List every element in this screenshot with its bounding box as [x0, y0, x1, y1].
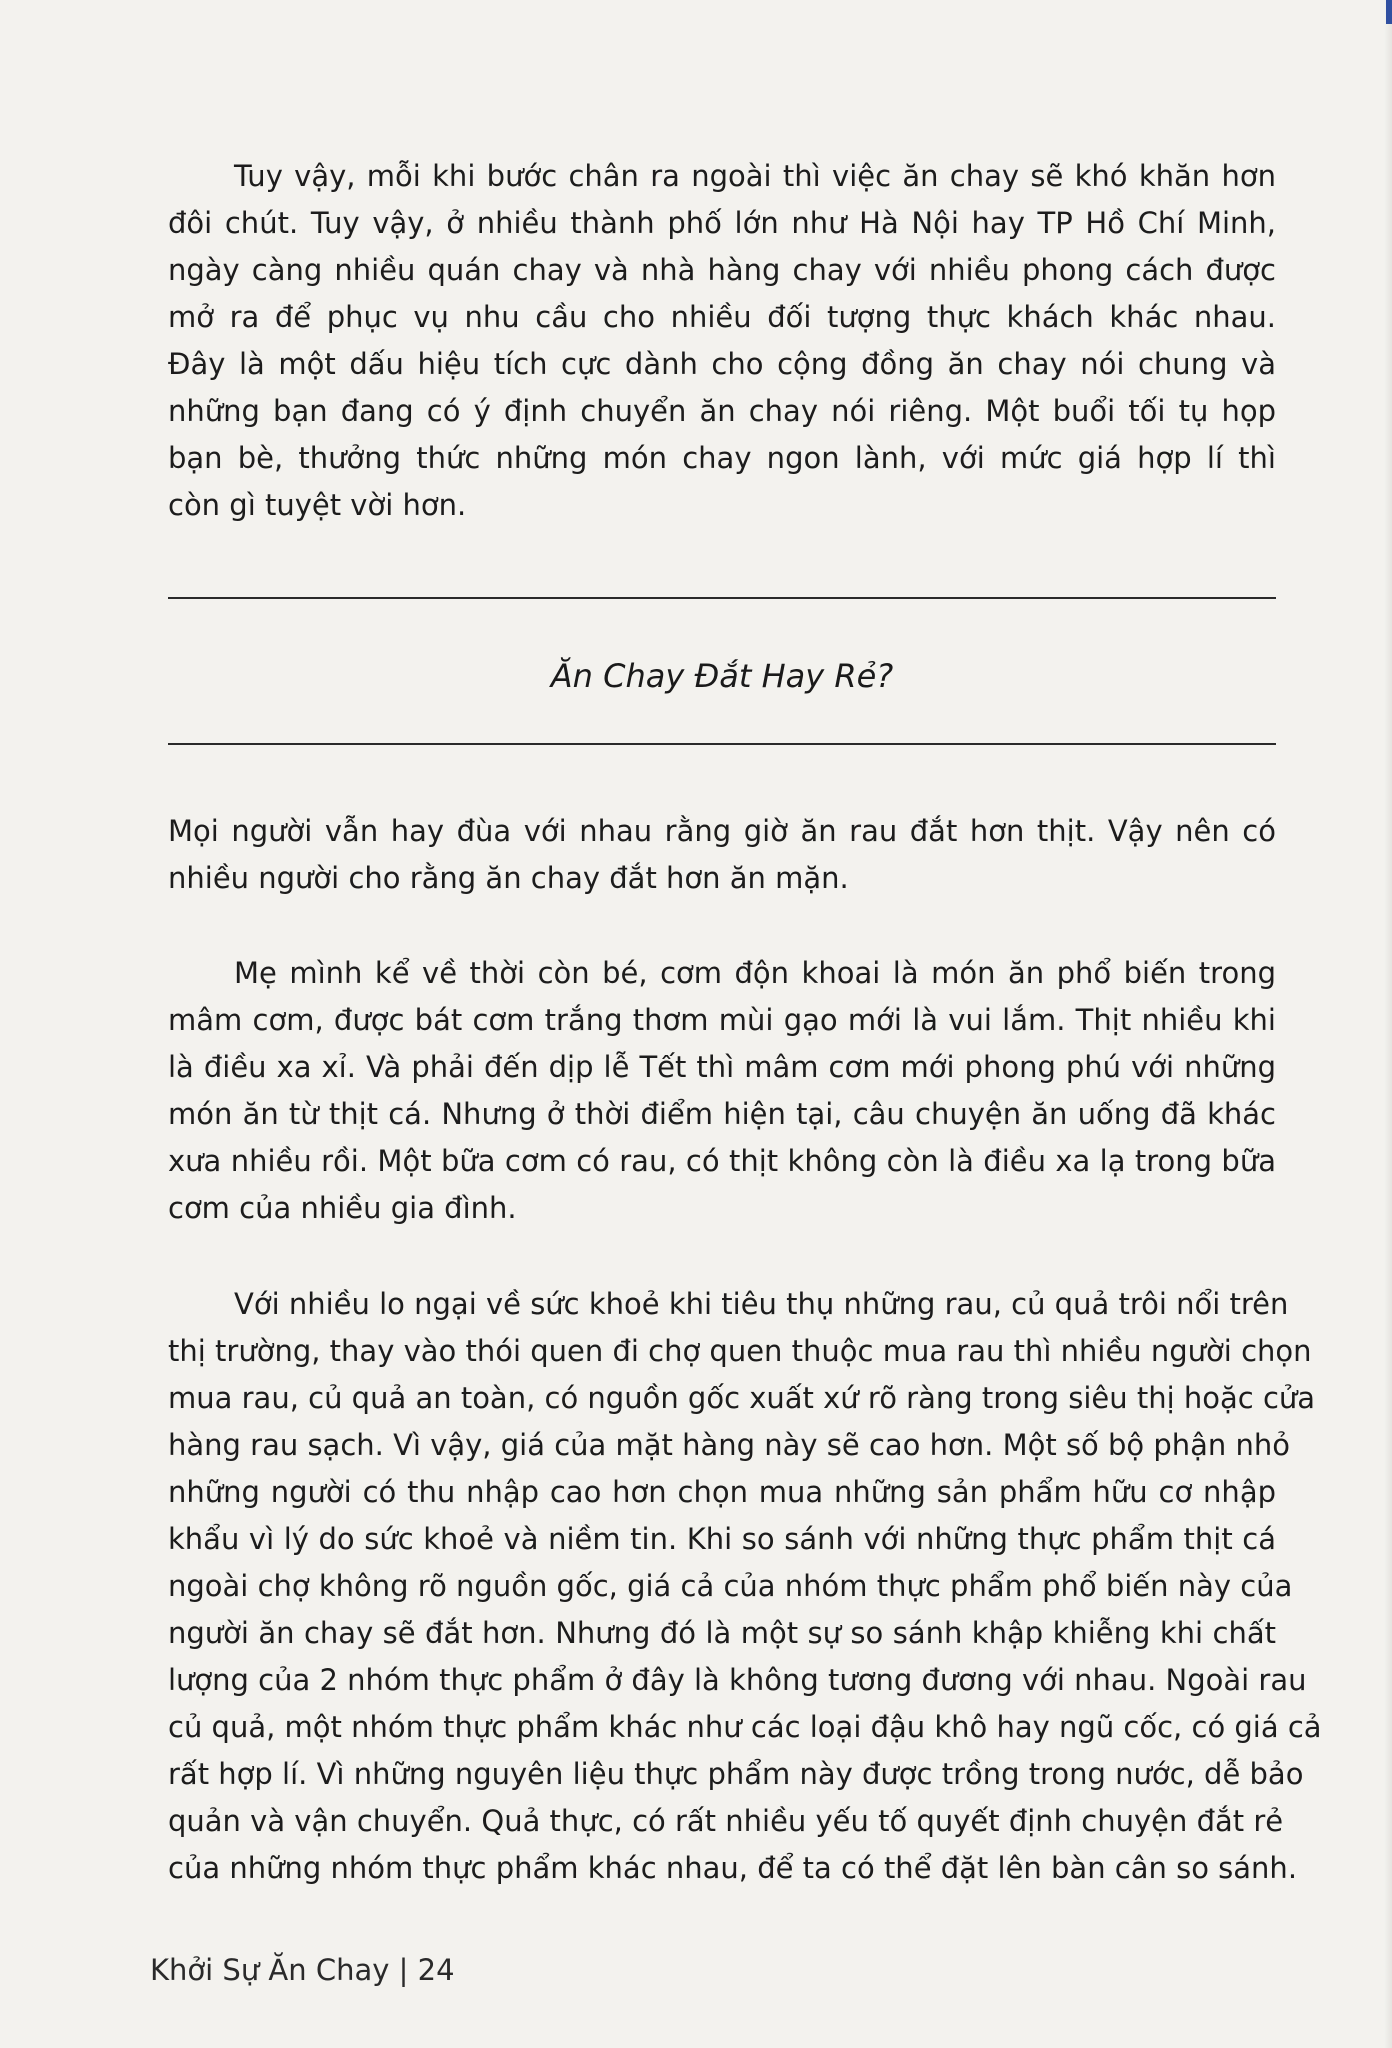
paragraph-mothers-story [168, 950, 1276, 1232]
corner-mark [1386, 0, 1392, 24]
paragraph-food-safety [168, 1281, 1322, 1892]
text-line: khẩu vì lý do sức khoẻ và niềm tin. Khi so sánh với những thực phẩm thịt cá [168, 1522, 1276, 1556]
heading-rule-top [168, 597, 1276, 599]
text-line: mâm cơm, được bát cơm trắng thơm mùi gạo mới là vui lắm. Thịt nhiều khi [168, 1003, 1276, 1037]
text-line: những người có thu nhập cao hơn chọn mua những sản phẩm hữu cơ nhập [168, 1475, 1276, 1509]
text-line: Mọi người vẫn hay đùa với nhau rằng giờ ăn rau đắt hơn thịt. Vậy nên có [168, 814, 1276, 848]
page-edge-shadow [1384, 0, 1392, 2048]
text-line: còn gì tuyệt vời hơn. [168, 488, 467, 522]
text-line: Mẹ mình kể về thời còn bé, cơm độn khoai là món ăn phổ biến trong [234, 956, 1276, 990]
text-line: cơm của nhiều gia đình. [168, 1191, 517, 1225]
text-line: món ăn từ thịt cá. Nhưng ở thời điểm hiện tại, câu chuyện ăn uống đã khác [168, 1097, 1276, 1131]
text-line: lượng của 2 nhóm thực phẩm ở đây là không tương đương với nhau. Ngoài rau [168, 1663, 1307, 1697]
text-line: là điều xa xỉ. Và phải đến dịp lễ Tết thì mâm cơm mới phong phú với những [168, 1050, 1276, 1084]
text-line: xưa nhiều rồi. Một bữa cơm có rau, có thịt không còn là điều xa lạ trong bữa [168, 1144, 1276, 1178]
text-line: ngoài chợ không rõ nguồn gốc, giá cả của nhóm thực phẩm phổ biến này của [168, 1569, 1293, 1603]
text-line: bạn bè, thưởng thức những món chay ngon lành, với mức giá hợp lí thì [168, 441, 1276, 475]
text-line: thị trường, thay vào thói quen đi chợ quen thuộc mua rau thì nhiều người chọn [168, 1334, 1312, 1368]
paragraph-eating-out [168, 153, 1276, 529]
text-line: quản và vận chuyển. Quả thực, có rất nhiều yếu tố quyết định chuyện đắt rẻ [168, 1804, 1284, 1838]
text-line: Với nhiều lo ngại về sức khoẻ khi tiêu thụ những rau, củ quả trôi nổi trên [234, 1287, 1289, 1321]
section-heading: Ăn Chay Đắt Hay Rẻ? [550, 657, 894, 695]
text-line: người ăn chay sẽ đắt hơn. Nhưng đó là một sự so sánh khập khiễng khi chất [168, 1616, 1276, 1650]
text-line: mở ra để phục vụ nhu cầu cho nhiều đối tượng thực khách khác nhau. [168, 300, 1276, 334]
text-line: đôi chút. Tuy vậy, ở nhiều thành phố lớn như Hà Nội hay TP Hồ Chí Minh, [168, 206, 1276, 240]
text-line: của những nhóm thực phẩm khác nhau, để ta có thể đặt lên bàn cân so sánh. [168, 1851, 1298, 1885]
text-line: hàng rau sạch. Vì vậy, giá của mặt hàng này sẽ cao hơn. Một số bộ phận nhỏ [168, 1428, 1291, 1462]
text-line: ngày càng nhiều quán chay và nhà hàng chay với nhiều phong cách được [168, 253, 1276, 287]
heading-rule-bottom [168, 743, 1276, 745]
text-line: Tuy vậy, mỗi khi bước chân ra ngoài thì việc ăn chay sẽ khó khăn hơn [234, 159, 1276, 193]
text-line: nhiều người cho rằng ăn chay đắt hơn ăn mặn. [168, 861, 849, 895]
text-line: những bạn đang có ý định chuyển ăn chay nói riêng. Một buổi tối tụ họp [168, 394, 1276, 428]
text-line: củ quả, một nhóm thực phẩm khác như các loại đậu khô hay ngũ cốc, có giá cả [168, 1710, 1322, 1744]
text-line: Đây là một dấu hiệu tích cực dành cho cộng đồng ăn chay nói chung và [168, 347, 1276, 381]
page-footer: Khởi Sự Ăn Chay | 24 [150, 1953, 455, 1987]
paragraph-cost-joke [168, 808, 1276, 902]
text-line: rất hợp lí. Vì những nguyên liệu thực phẩm này được trồng trong nước, dễ bảo [168, 1757, 1304, 1791]
text-line: mua rau, củ quả an toàn, có nguồn gốc xuất xứ rõ ràng trong siêu thị hoặc cửa [168, 1381, 1316, 1415]
